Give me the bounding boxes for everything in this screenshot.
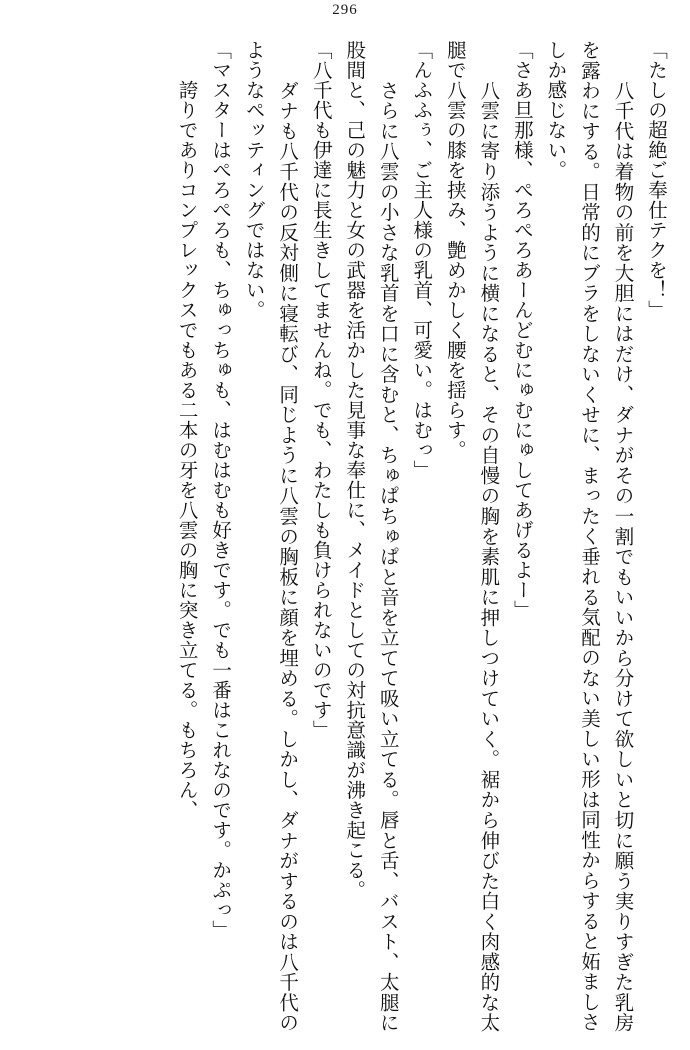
paragraph: 八千代は着物の前を大胆にはだけ、ダナがその一割でもいいから分けて欲しいと切に願う実りすぎた乳房を露わにする。日常的にブラをしないくせに、まったく垂れる気配のない美しい形は同性からすると妬ましさしか感じない。	[544, 40, 633, 1032]
paragraph: 「たしの超絶ご奉仕テクを！」	[645, 40, 666, 320]
paragraph: 「んふふぅ、ご主人様の乳首、可愛い。はむっ」	[410, 40, 432, 480]
page-body-text	[18, 40, 672, 1032]
paragraph: 「八千代も伊達に長生きしてませんね。でも、わたしも負けられないのです」	[309, 40, 331, 740]
page-number: 296	[332, 2, 358, 18]
paragraph: 「さあ旦那様、ぺろぺろあーんどむにゅむにゅしてあげるよー」	[510, 40, 532, 620]
paragraph: 八雲に寄り添うように横になると、その自慢の胸を素肌に押しつけていく。裾から伸びた白く肉感的な太腿で八雲の膝を挟み、艶めかしく腰を揺らす。	[443, 40, 499, 1032]
paragraph: 「マスターはぺろぺろも、ちゅっちゅも、はむはむも好きです。でも一番はこれなのです。かぷっ」	[209, 40, 231, 940]
paragraph: 誇りでありコンプレックスでもある二本の牙を八雲の胸に突き立てる。もちろん、	[175, 59, 197, 820]
paragraph: さらに八雲の小さな乳首を口に含むと、ちゅぱちゅぱと音を立てて吸い立てる。唇と舌、バスト、太腿に股間と、己の魅力と女の武器を活かした見事な奉仕に、メイドとしての対抗意識が沸き起こる。	[343, 40, 398, 1032]
paragraph: ダナも八千代の反対側に寝転び、同じように八雲の胸板に顔を埋める。しかし、ダナがするのは八千代のようなペッティングではない。	[242, 40, 298, 1032]
